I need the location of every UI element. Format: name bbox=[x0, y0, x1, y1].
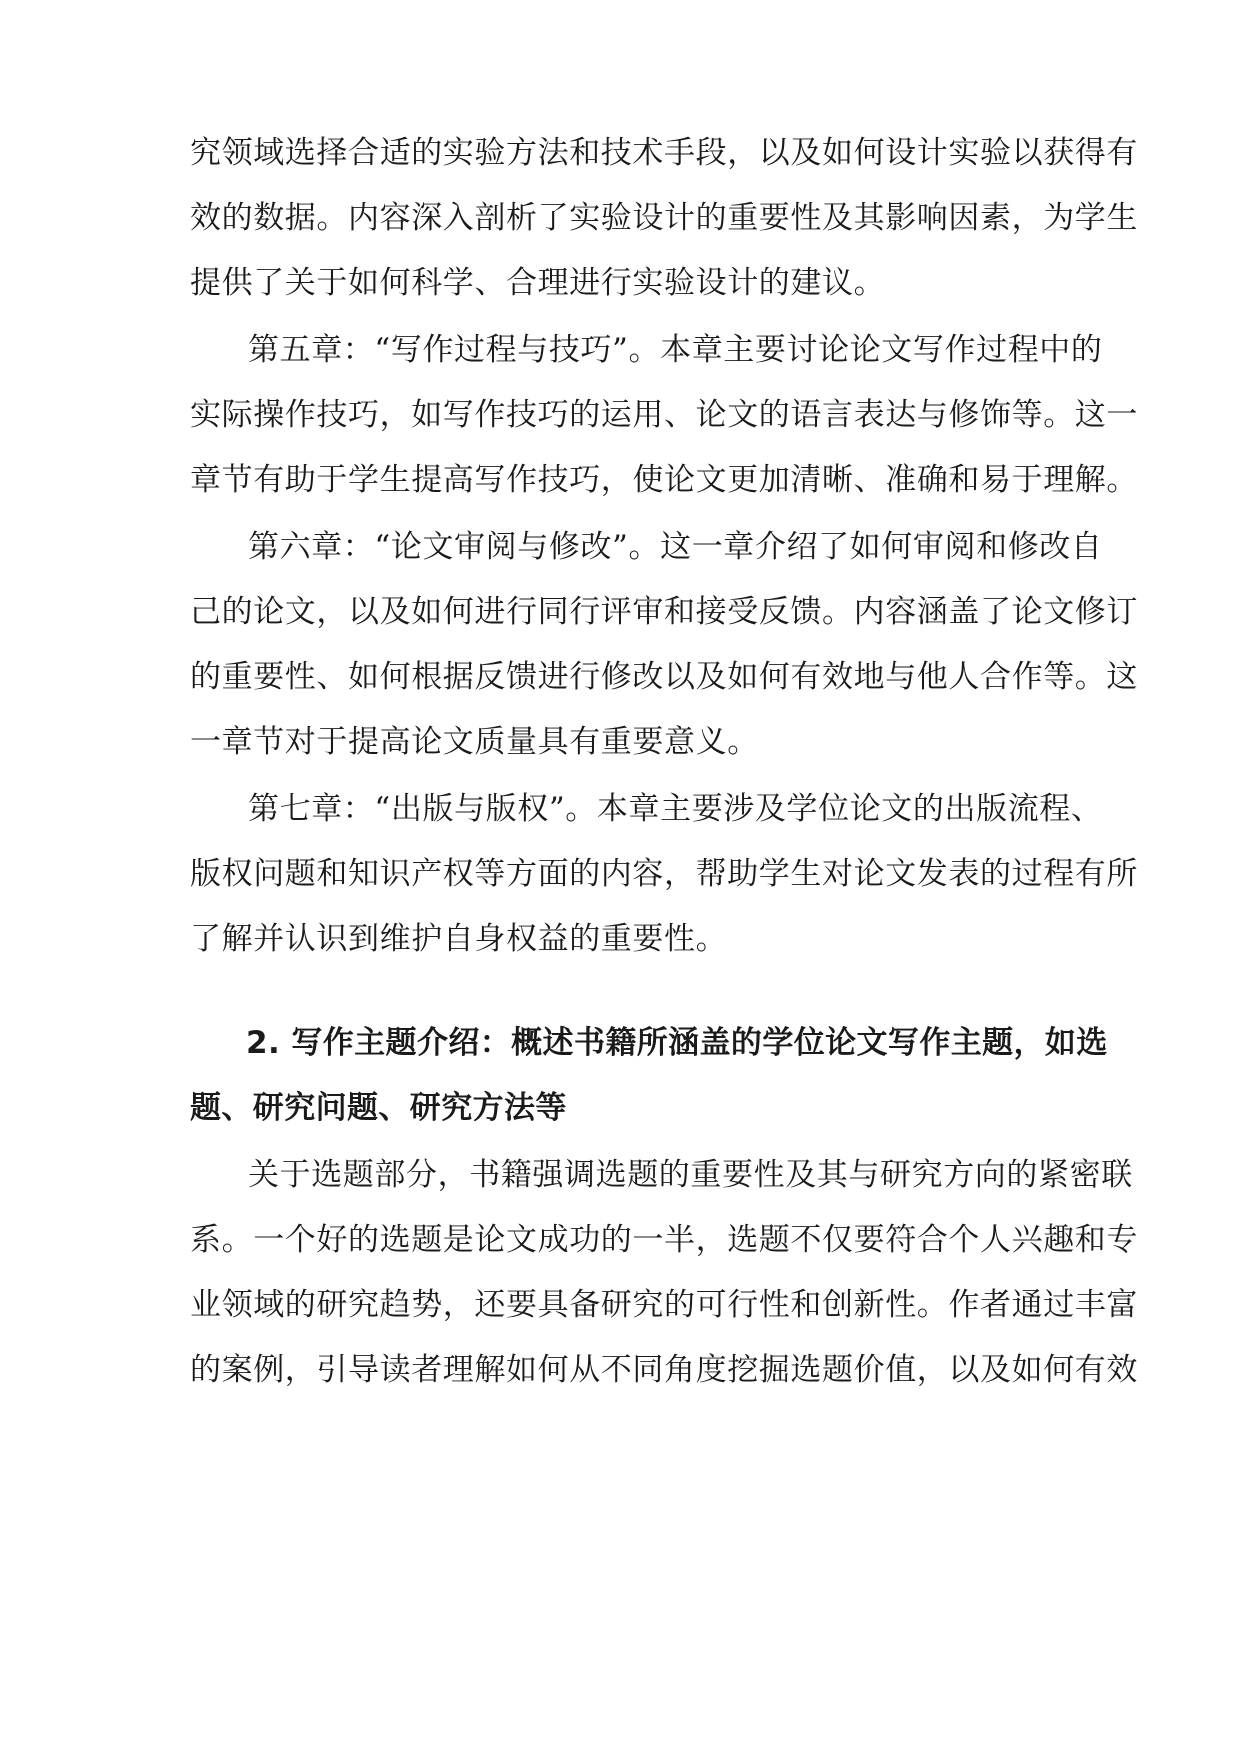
paragraph-line: 的重要性、如何根据反馈进行修改以及如何有效地与他人合作等。这 bbox=[190, 659, 1138, 695]
paragraph-line: 章节有助于学生提高写作技巧，使论文更加清晰、准确和易于理解。 bbox=[190, 462, 1138, 498]
paragraph-line: 一章节对于提高论文质量具有重要意义。 bbox=[190, 724, 759, 760]
paragraph-line: 业领域的研究趋势，还要具备研究的可行性和创新性。作者通过丰富 bbox=[190, 1287, 1138, 1323]
paragraph-line: 己的论文，以及如何进行同行评审和接受反馈。内容涵盖了论文修订 bbox=[190, 594, 1138, 630]
paragraph-line: 效的数据。内容深入剖析了实验设计的重要性及其影响因素，为学生 bbox=[190, 200, 1138, 236]
paragraph-line: 关于选题部分，书籍强调选题的重要性及其与研究方向的紧密联 bbox=[248, 1157, 1133, 1193]
paragraph-line: 的案例，引导读者理解如何从不同角度挖掘选题价值，以及如何有效 bbox=[190, 1352, 1138, 1388]
paragraph-line: 第六章：“论文审阅与修改”。这一章介绍了如何审阅和修改自 bbox=[248, 529, 1103, 565]
paragraph-line: 究领域选择合适的实验方法和技术手段，以及如何设计实验以获得有 bbox=[190, 135, 1138, 171]
paragraph-line: 提供了关于如何科学、合理进行实验设计的建议。 bbox=[190, 265, 886, 301]
paragraph-line: 了解并认识到维护自身权益的重要性。 bbox=[190, 921, 728, 957]
section-heading: 2. 写作主题介绍：概述书籍所涵盖的学位论文写作主题，如选 bbox=[246, 1025, 1108, 1061]
paragraph-line: 第五章：“写作过程与技巧”。本章主要讨论论文写作过程中的 bbox=[248, 332, 1103, 368]
section-heading-continued: 题、研究问题、研究方法等 bbox=[190, 1090, 567, 1126]
paragraph-line: 系。一个好的选题是论文成功的一半，选题不仅要符合个人兴趣和专 bbox=[190, 1222, 1138, 1258]
paragraph-line: 第七章：“出版与版权”。本章主要涉及学位论文的出版流程、 bbox=[248, 791, 1103, 827]
paragraph-line: 版权问题和知识产权等方面的内容，帮助学生对论文发表的过程有所 bbox=[190, 856, 1138, 892]
paragraph-line: 实际操作技巧，如写作技巧的运用、论文的语言表达与修饰等。这一 bbox=[190, 397, 1138, 433]
